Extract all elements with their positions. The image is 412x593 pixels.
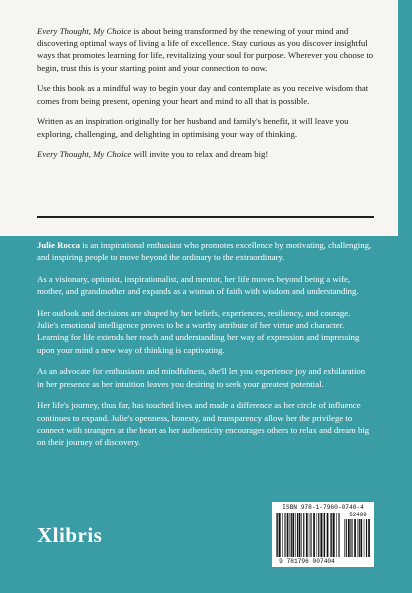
barcode-bar xyxy=(318,513,319,557)
barcode-bar xyxy=(324,513,325,557)
barcode-bar xyxy=(310,513,311,557)
barcode-addon-bars xyxy=(344,519,372,557)
divider-rule xyxy=(37,216,374,218)
isbn-text: ISBN 978-1-7960-0740-4 xyxy=(282,504,364,511)
barcode-bar xyxy=(338,513,339,557)
barcode-bar xyxy=(360,519,362,557)
blurb-paragraph-1: Every Thought, My Choice is about being transformed by the renewing of your mind and discovering optimal ways of living a life of excellence. Stay curious as you discover insightful ways that promotes learning for life, revitalizing your soul for purpose. Wherever you choose to begin, trust this is your starting point and your connection to now. xyxy=(37,26,374,73)
barcode-bar xyxy=(348,519,350,557)
barcode-bar xyxy=(346,519,347,557)
book-title: Every Thought, My Choice xyxy=(37,26,132,36)
bio-paragraph-3: Her outlook and decisions are shaped by her beliefs, experiences, resiliency, and courage. Julie's emotional intelligence proves to be a worthy attribute of her virtue and character. Learning for life extends her reach and understanding her way of expression and impressing upon your mind a new way of thinking is captivating. xyxy=(37,308,360,355)
bio-paragraph-4: As an advocate for enthusiasm and mindfulness, she'll let you experience joy and exhilaration in her presence as her intuition leaves you desiring to seek your greatest potential. xyxy=(37,366,366,389)
barcode-bar xyxy=(297,513,298,557)
publisher-logo: Xlibris xyxy=(37,523,103,547)
barcode-addon-code: 52499 xyxy=(349,511,367,518)
bio-paragraph-2: As a visionary, optimist, inspirationalist, and mentor, her life moves beyond being a wife, mother, and grandmother and expands as a woman of faith with wisdom and understanding. xyxy=(37,274,359,297)
bio-paragraph-5: Her life's journey, thus far, has touched lives and made a difference as her circle of influence continues to expand. Julie's openness, honesty, and transparency allow her the privilege to connect with strangers at the heart as her authenticity encourages others to relax and dream big on their journey of discovery. xyxy=(37,400,370,448)
barcode-bar xyxy=(284,513,285,557)
barcode-bar xyxy=(364,519,365,557)
barcode-bar xyxy=(366,519,367,557)
barcode-bar xyxy=(277,513,278,557)
barcode-bar xyxy=(327,513,329,557)
barcode-bar xyxy=(309,513,310,557)
barcode-bar xyxy=(303,513,304,557)
barcode-bar xyxy=(317,513,318,557)
barcode xyxy=(272,502,374,567)
bio-paragraph-1: Julie Rocca is an inspirational enthusiast who promotes excellence by motivating, challenging, and inspiring people to move beyond the ordinary to the extraordinary. xyxy=(37,240,372,263)
blurb-paragraph-2: Use this book as a mindful way to begin your day and contemplate as you receive wisdom that comes from being present, opening your heart and mind to all that is possible. xyxy=(37,83,369,106)
barcode-bar xyxy=(359,519,360,557)
barcode-bar xyxy=(276,513,277,557)
barcode-bar xyxy=(290,513,291,557)
barcode-bar xyxy=(291,513,292,557)
author-name: Julie Rocca xyxy=(37,240,81,250)
barcode-bar xyxy=(282,513,283,557)
barcode-bar xyxy=(279,513,281,557)
blurb-panel xyxy=(0,0,398,236)
barcode-bar xyxy=(354,519,356,557)
blurb-paragraph-3: Written as an inspiration originally for her husband and family's benefit, it will leave you exploring, challenging, and delighting in optimising your way of thinking. xyxy=(37,116,349,139)
barcode-bar xyxy=(323,513,324,557)
blurb-text xyxy=(37,25,374,169)
barcode-bar xyxy=(333,513,335,557)
barcode-bar xyxy=(336,513,337,557)
barcode-bar xyxy=(295,513,296,557)
author-bio-text xyxy=(37,239,374,458)
barcode-bars xyxy=(276,513,340,557)
barcode-bar xyxy=(313,513,315,557)
barcode-bar xyxy=(292,513,294,557)
barcode-bar xyxy=(306,513,308,557)
blurb-paragraph-4: Every Thought, My Choice will invite you to relax and dream big! xyxy=(37,149,269,160)
barcode-bar xyxy=(320,513,322,557)
barcode-bar xyxy=(287,513,289,557)
barcode-bar xyxy=(301,513,302,557)
barcode-bar xyxy=(358,519,359,557)
barcode-bar xyxy=(368,519,370,557)
barcode-bar xyxy=(299,513,301,557)
barcode-digits: 9 781796 007404 xyxy=(279,558,335,565)
book-title: Every Thought, My Choice xyxy=(37,149,132,160)
barcode-bar xyxy=(330,513,331,557)
author-bio-panel xyxy=(0,236,398,593)
barcode-bar xyxy=(344,519,345,557)
spine-edge xyxy=(398,0,412,593)
barcode-bar xyxy=(351,519,352,557)
barcode-bar xyxy=(350,519,351,557)
barcode-bar xyxy=(331,513,332,557)
